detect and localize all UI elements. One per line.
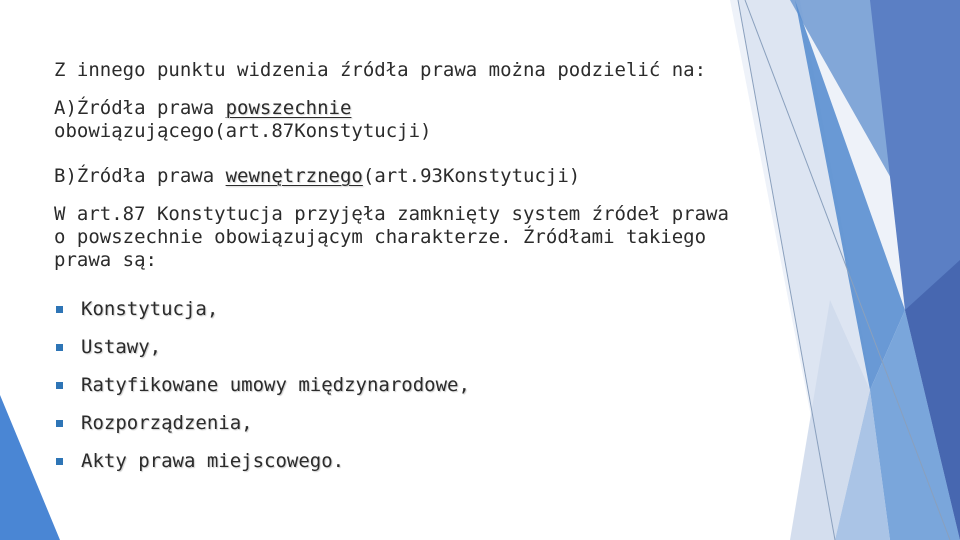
sources-list (54, 298, 470, 488)
deco-left-triangle (0, 395, 60, 540)
point-b-prefix: B)Źródła prawa (54, 165, 226, 187)
square-bullet-icon (56, 344, 63, 351)
square-bullet-icon (56, 420, 63, 427)
list-item (54, 336, 470, 359)
point-a-suffix: obowiązującego(art.87Konstytucji) (54, 120, 432, 142)
list-item (54, 450, 470, 473)
list-item (54, 374, 470, 397)
point-b-suffix: (art.93Konstytucji) (362, 165, 581, 187)
intro-text: Z innego punktu widzenia źródła prawa można podzielić na: (54, 59, 707, 81)
point-b-underlined: wewnętrznego (225, 165, 363, 187)
point-a-prefix: A)Źródła prawa (54, 97, 226, 119)
point-a (54, 97, 734, 143)
list-item-label: Ustawy, (81, 336, 162, 358)
list-item (54, 412, 470, 435)
list-item-label: Rozporządzenia, (81, 412, 253, 434)
square-bullet-icon (56, 306, 63, 313)
list-item-label: Ratyfikowane umowy międzynarodowe, (81, 374, 470, 396)
square-bullet-icon (56, 382, 63, 389)
square-bullet-icon (56, 458, 63, 465)
list-item-label: Konstytucja, (81, 298, 219, 320)
list-item (54, 298, 470, 321)
point-b (54, 165, 734, 188)
point-a-underlined: powszechnie (225, 97, 352, 119)
list-item-label: Akty prawa miejscowego. (81, 450, 345, 472)
paragraph-art87: W art.87 Konstytucja przyjęła zamknięty system źródeł prawa o powszechnie obowiązującym charakterze. Źródłami takiego prawa są: (54, 203, 729, 271)
